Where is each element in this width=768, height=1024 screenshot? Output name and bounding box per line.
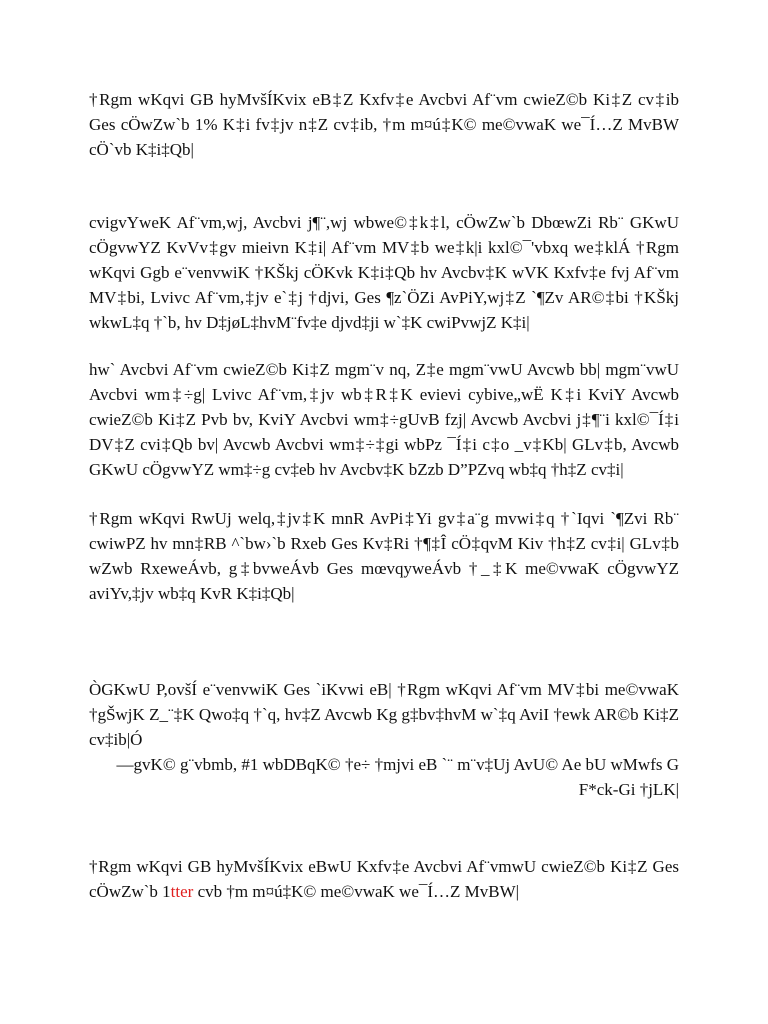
closing-text-end: cvb †m m¤ú‡K© me©vwaK we¯Í…Z MvBW| <box>193 882 520 901</box>
quote-attribution: —gvK© g¨vbmb, #1 wbDBqK© †e÷ †mjvi eB `¨ m¨v‡Uj AvU© Ae bU wMwfs G F*ck-Gi †jLK| <box>116 755 679 799</box>
paragraph-intro: †Rgm wKqvi GB hyMvšÍKvix eB‡Z Kxfv‡e Avcbvi Af¨vm cwieZ©b Ki‡Z cv‡ib Ges cÖwZw`b 1% K‡i fv‡jv n‡Z cv‡ib, †m m¤ú‡K© me©vwaK we¯Í…Z MvBW cÖ`vb K‡i‡Qb| <box>89 90 679 159</box>
paragraph-system: hw` Avcbvi Af¨vm cwieZ©b Ki‡Z mgm¨v nq, Z‡e mgm¨vwU Avcwb bb| mgm¨vwU Avcbvi wm‡÷g| Lvivc Af¨vm,‡jv wb‡R‡K evievi cybive„wË K‡i KviY Avcwb cwieZ©b Ki‡Z Pvb bv, KviY Avcbvi wm‡÷gUvB fzj| Avcwb Avcbvi j‡¶¨i kxl©¯Í‡i DV‡Z cvi‡Qb bv| Avcwb Avcbvi wm‡÷‡gi wbPz ¯Í‡i c‡o _v‡Kb| GLv‡b, Avcwb GKwU cÖgvwYZ wm‡÷g cv‡eb hv Avcbv‡K bZzb D”PZvq wb‡q †h‡Z cv‡i| <box>89 360 679 479</box>
paragraph-atomic-habits: cvigvYweK Af¨vm,wj, Avcbvi j¶¨,wj wbwe©‡k‡l, cÖwZw`b DbœwZi Rb¨ GKwU cÖgvwYZ KvVv‡gv mieivn K‡i| Af¨vm MV‡b we‡k|i kxl©¯'vbxq we‡klÁ †Rgm wKqvi Ggb e¨venvwiK †KŠkj cÖKvk K‡i‡Qb hv Avcbv‡K wVK Kxfv‡e fvj Af¨vm MV‡bi, Lvivc Af¨vm,‡jv e`‡j †djvi, Ges ¶z`ÖZi AvPiY,wj‡Z `¶Zv AR©‡bi †KŠkj wkwL‡q †`b, hv D‡jøL‡hvM¨fv‡e djvd‡ji w`‡K cwiPvwjZ K‡i| <box>89 213 679 332</box>
paragraph-closing <box>89 854 679 904</box>
closing-text-start: †Rgm wKqvi GB hyMvšÍKvix eBwU Kxfv‡e Avcbvi Af¨vmwU cwieZ©b Ki‡Z Ges cÖwZw`b 1 <box>89 857 679 901</box>
highlighted-text: tter <box>170 882 194 901</box>
paragraph-author-skill: †Rgm wKqvi RwUj welq,‡jv‡K mnR AvPi‡Yi gv‡a¨g mvwi‡q †`Iqvi `¶Zvi Rb¨ cwiwPZ hv mn‡RB ^`bw›`b Rxeb Ges Kv‡Ri †¶‡Î cÖ‡qvM Kiv †h‡Z cv‡i| GLv‡b wZwb RxeweÁvb, g‡bvweÁvb Ges mœvqyweÁvb †_‡K me©vwaK cÖgvwYZ aviYv,‡jv wb‡q KvR K‡i‡Qb| <box>89 509 679 603</box>
paragraph-quote: ÒGKwU P,ovšÍ e¨venvwiK Ges `iKvwi eB| †Rgm wKqvi Af¨vm MV‡bi me©vwaK †gŠwjK Z_¨‡K Qwo‡q †`q, hv‡Z Avcwb Kg g‡bv‡hvM w`‡q AviI †ewk AR©b Ki‡Z cv‡ib|Ó <box>89 680 679 749</box>
